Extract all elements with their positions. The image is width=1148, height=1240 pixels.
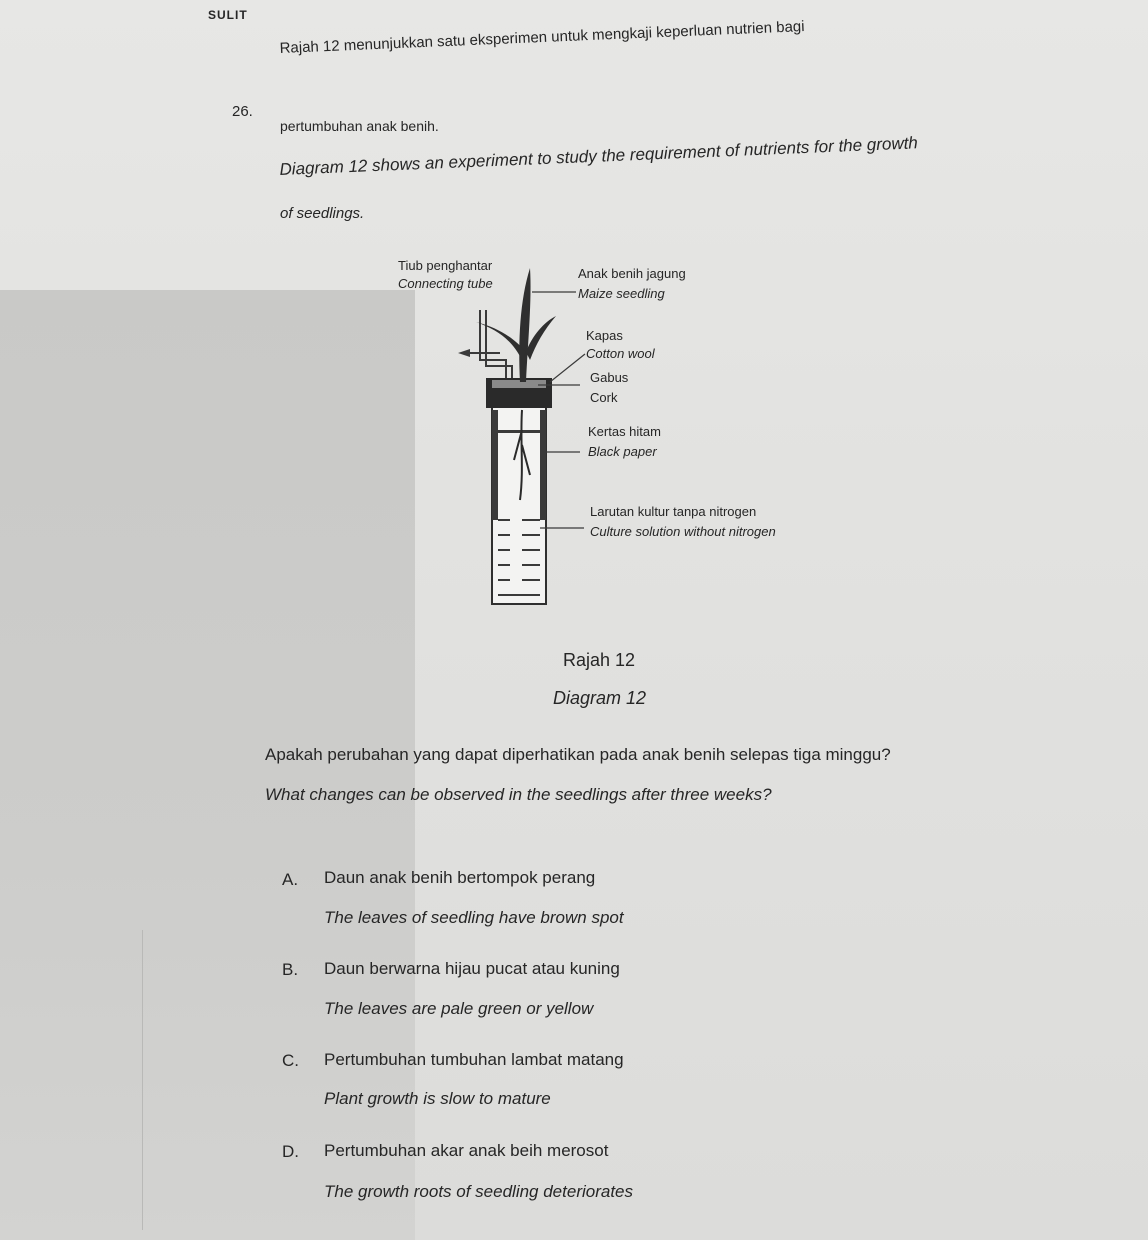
label-black-paper-ms: Kertas hitam xyxy=(588,424,661,439)
tube-arrow-icon xyxy=(458,349,470,357)
option-d-en: The growth roots of seedling deteriorates xyxy=(324,1182,634,1201)
stem-ms-line2: pertumbuhan anak benih. xyxy=(280,118,439,134)
question-en: What changes can be observed in the seedlings after three weeks? xyxy=(265,785,772,804)
question-ms: Apakah perubahan yang dapat diperhatikan pada anak benih selepas tiga minggu? xyxy=(265,745,891,764)
label-solution-en: Culture solution without nitrogen xyxy=(590,524,776,539)
option-b-ms: Daun berwarna hijau pucat atau kuning xyxy=(324,959,620,978)
label-seedling-ms: Anak benih jagung xyxy=(578,266,686,281)
page-header: SULIT xyxy=(208,8,248,22)
option-a-letter: A. xyxy=(282,870,299,889)
label-cork-en: Cork xyxy=(590,390,618,405)
option-a-ms: Daun anak benih bertompok perang xyxy=(324,868,596,887)
option-c-letter: C. xyxy=(282,1051,299,1070)
label-connecting-tube-ms: Tiub penghantar xyxy=(398,258,493,273)
option-a-en: The leaves of seedling have brown spot xyxy=(324,908,624,927)
label-seedling-en: Maize seedling xyxy=(578,286,665,301)
diagram-caption-ms: Rajah 12 xyxy=(563,650,636,670)
option-c-en: Plant growth is slow to mature xyxy=(324,1089,551,1108)
option-c-ms: Pertumbuhan tumbuhan lambat matang xyxy=(324,1050,624,1069)
label-cotton-en: Cotton wool xyxy=(586,346,655,361)
cotton-wool xyxy=(492,380,546,388)
option-d-letter: D. xyxy=(282,1142,299,1161)
label-cork-ms: Gabus xyxy=(590,370,629,385)
test-tube xyxy=(492,392,546,604)
stem-en-line2: of seedlings. xyxy=(280,205,365,222)
stem-en-line1: Diagram 12 shows an experiment to study the requirement of nutrients for the growth xyxy=(279,133,919,180)
question-number: 26. xyxy=(232,103,253,120)
diagram-caption-en: Diagram 12 xyxy=(553,688,647,708)
label-cotton-ms: Kapas xyxy=(586,328,623,343)
option-b-letter: B. xyxy=(282,960,299,979)
label-solution-ms: Larutan kultur tanpa nitrogen xyxy=(590,504,757,519)
option-b-en: The leaves are pale green or yellow xyxy=(324,999,594,1018)
stem-ms-line1: Rajah 12 menunjukkan satu eksperimen untuk mengkaji keperluan nutrien bagi xyxy=(279,18,805,57)
label-connecting-tube-en: Connecting tube xyxy=(398,276,493,291)
label-black-paper-en: Black paper xyxy=(588,444,657,459)
option-d-ms: Pertumbuhan akar anak beih merosot xyxy=(324,1141,609,1160)
